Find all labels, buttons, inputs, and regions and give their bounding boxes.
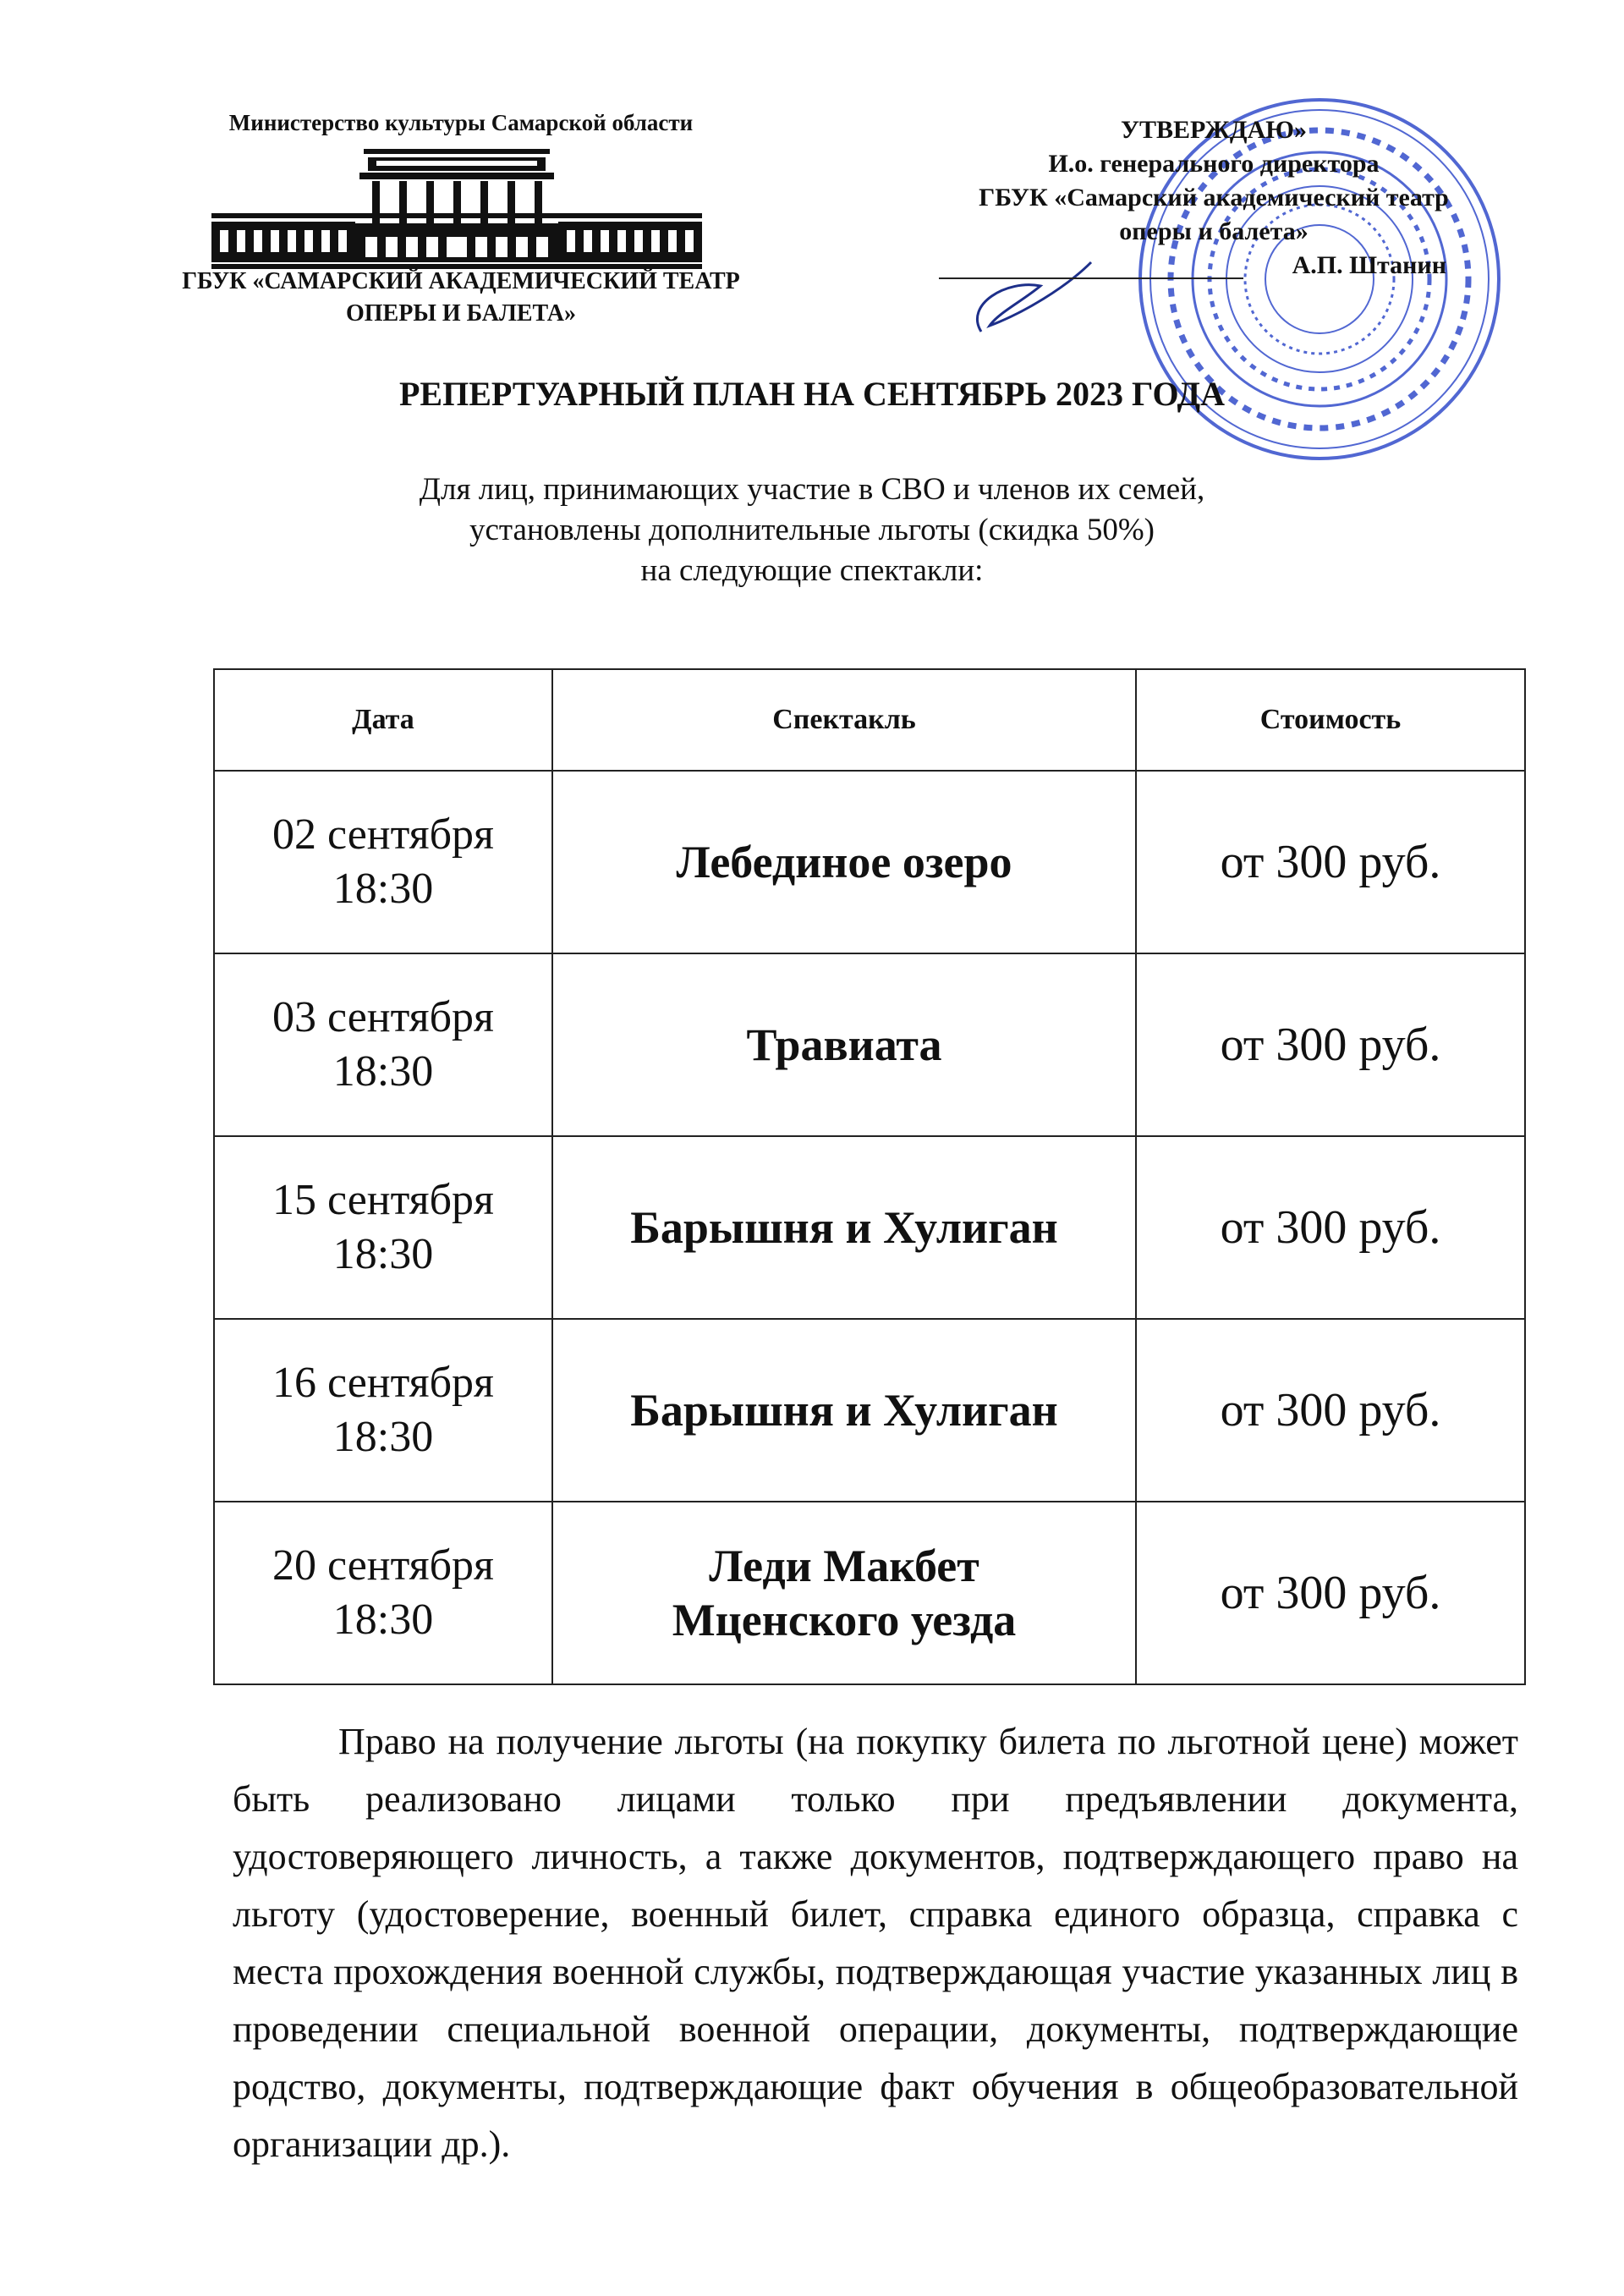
show-title: Лебединое озеро [676,837,1012,887]
row-show [552,953,1136,1136]
approval-heading: УТВЕРЖДАЮ» [1120,116,1308,144]
show-title-line-1: Леди Макбет [709,1541,979,1591]
row-price: от 300 руб. [1136,771,1525,953]
table-row [214,771,1525,953]
benefit-note: Право на получение льготы (на покупку билета по льготной цене) может быть реализовано лицами только при предъявлении документа, удостоверяющего личность, а также документов, подтверждающего право на льготу (удостоверение, военный билет, справка единого образца, справка с места прохождения военной службы, подтверждающая участие указанных лиц в проведении специальной военной операции, документы, подтверждающие родство, документы, подтверждающие факт обучения в общеобразовательной организации др.). [233,1721,1518,2165]
row-show [552,1502,1136,1684]
show-title: Травиата [746,1019,942,1070]
table-row [214,1319,1525,1502]
row-date [214,1502,552,1684]
signature-line [939,277,1243,279]
header-show: Спектакль [552,669,1136,771]
date-time: 18:30 [332,1413,434,1461]
date-day: 16 сентября [272,1359,494,1407]
approval-org-line-2: оперы и балета» [1119,217,1309,245]
show-title: Барышня и Хулиган [630,1202,1058,1253]
row-show [552,1319,1136,1502]
intro-line-2: установлены дополнительные льготы (скидка 50%) [469,513,1155,547]
show-title-line-2: Мценского уезда [672,1595,1017,1645]
organization-name [118,266,804,330]
table-header-row [214,669,1525,771]
header-price: Стоимость [1136,669,1525,771]
signature-row [854,249,1573,283]
intro-line-1: Для лиц, принимающих участие в СВО и членов их семей, [419,472,1205,507]
approval-org-line-1: ГБУК «Самарский академический театр [979,184,1449,211]
organization-line-1: ГБУК «САМАРСКИЙ АКАДЕМИЧЕСКИЙ ТЕАТР [182,268,740,294]
date-day: 03 сентября [272,993,494,1041]
date-day: 15 сентября [272,1176,494,1224]
page-title: РЕПЕРТУАРНЫЙ ПЛАН НА СЕНТЯБРЬ 2023 ГОДА [399,375,1225,413]
date-time: 18:30 [332,1230,434,1278]
show-title: Барышня и Хулиган [630,1385,1058,1436]
ministry-name: Министерство культуры Самарской области [228,110,694,135]
date-time: 18:30 [332,865,434,913]
row-date [214,1136,552,1319]
table-row [214,953,1525,1136]
row-date [214,771,552,953]
approval-position: И.о. генерального директора [1048,150,1380,178]
date-time: 18:30 [332,1047,434,1096]
row-show [552,1136,1136,1319]
row-price: от 300 руб. [1136,1319,1525,1502]
intro-line-3: на следующие спектакли: [640,553,984,588]
intro-text [0,470,1624,591]
date-day: 20 сентября [272,1541,494,1590]
row-date [214,953,552,1136]
table-row [214,1136,1525,1319]
table-row [214,1502,1525,1684]
header-date: Дата [214,669,552,771]
approval-block [854,113,1573,283]
row-price: от 300 руб. [1136,1136,1525,1319]
organization-line-2: ОПЕРЫ И БАЛЕТА» [345,300,576,327]
row-date [214,1319,552,1502]
row-show [552,771,1136,953]
theatre-building-logo [211,146,702,274]
signer-name: А.П. Штанин [1292,251,1446,279]
date-day: 02 сентября [272,810,494,859]
schedule-table [213,668,1526,1685]
row-price: от 300 руб. [1136,1502,1525,1684]
date-time: 18:30 [332,1596,434,1644]
row-price: от 300 руб. [1136,953,1525,1136]
